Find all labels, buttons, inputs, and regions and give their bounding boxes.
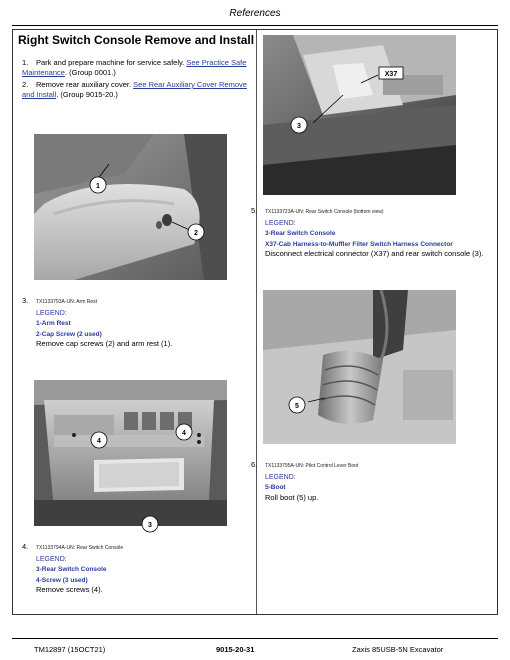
callout-3-console [140,514,164,538]
svg-text:4: 4 [97,438,101,445]
callout-4-right [174,422,198,446]
svg-text:5: 5 [295,403,299,410]
link-practice-safe-maintenance[interactable]: See Practice Safe Maintenance [22,58,247,77]
step-5: 5. TX1133723A-UN: Rear Switch Console (bottom view) LEGEND: 3-Rear Switch Console X37-Cab Harness-to-Muffler Filter Switch Harness Connector Disconnect electrical connector (X37) and rear switch console (3). [251,206,484,258]
svg-text:4: 4 [182,430,186,437]
step-6: 6. TX1133795A-UN: Pilot Control Lever Boot LEGEND: 5-Boot Roll boot (5) up. [251,460,359,502]
figure-caption-pilot-control-lever-boot: TX1133795A-UN: Pilot Control Lever Boot [265,463,359,469]
svg-text:X37: X37 [384,71,398,78]
svg-text:2: 2 [194,230,198,237]
svg-text:3: 3 [297,123,301,130]
figure-caption-rear-switch-console: TX1133794A-UN: Rear Switch Console [36,545,124,551]
step-1: 1. Park and prepare machine for service safely. See Practice Safe Maintenance. (Group 0001.) [22,58,247,77]
footer-machine-model: Zaxis 85USB-5N Excavator [352,645,444,654]
svg-text:3: 3 [148,522,152,529]
header-rule [12,25,498,26]
step-4: 4. TX1133794A-UN: Rear Switch Console LEGEND: 3-Rear Switch Console 4-Screw (3 used) Remove screws (4). [22,542,124,594]
figure-caption-arm-rest: TX1133793A-UN: Arm Rest [36,299,98,305]
link-rear-auxiliary-cover[interactable]: See Rear Auxiliary Cover Remove and Install [22,80,247,99]
section-title: Right Switch Console Remove and Install [18,33,255,47]
callout-2 [186,222,210,246]
figure-arm-rest [34,134,227,280]
callout-3-bottom [289,115,313,139]
step-3: 3. TX1133793A-UN: Arm Rest LEGEND: 1-Arm Rest 2-Cap Screw (2 used) Remove cap screws (2) and arm rest (1). [22,296,173,348]
footer-rule [12,638,498,639]
header-title: References [229,8,281,19]
footer-doc-id: TM12897 (15OCT21) [34,645,106,654]
figure-caption-bottom-view: TX1133723A-UN: Rear Switch Console (bottom view) [265,209,384,215]
callout-5 [287,395,311,419]
figure-pilot-control-lever-boot [263,290,456,444]
svg-text:1: 1 [96,183,100,190]
callout-x37 [378,66,406,82]
callout-1 [88,175,112,199]
callout-4-left [89,430,113,454]
figure-rear-switch-console [34,380,227,526]
step-2: 2. Remove rear auxiliary cover. See Rear Auxiliary Cover Remove and Install. (Group 9015-20.) [22,80,247,99]
footer-page-number: 9015-20-31 [216,645,255,654]
column-divider [256,30,257,614]
